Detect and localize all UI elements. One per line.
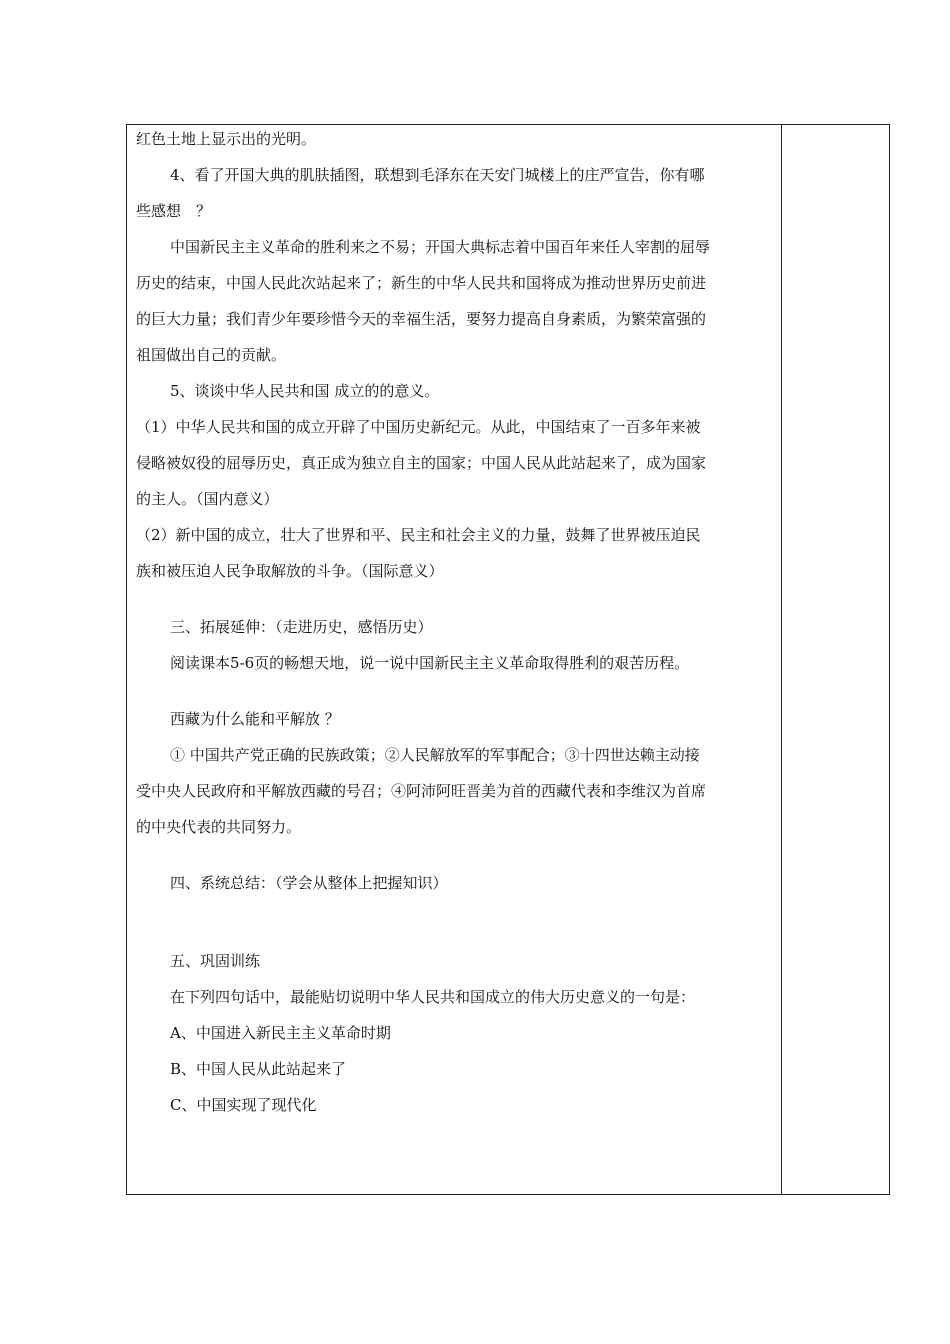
section-heading-extension: 三、拓展延伸：（走进历史，感悟历史） (170, 618, 433, 636)
text-line: 祖国做出自己的贡献。 (136, 346, 287, 364)
text-line: 阅读课本5-6页的畅想天地，说一说中国新民主主义革命取得胜利的艰苦历程。 (170, 654, 690, 672)
answer-4: 中国新民主主义革命的胜利来之不易；开国大典标志着中国百年来任人宰割的屈辱 (170, 238, 711, 256)
option-a: A、中国进入新民主主义革命时期 (170, 1024, 391, 1042)
text-line: 的巨大力量；我们青少年要珍惜今天的幸福生活，要努力提高自身素质，为繁荣富强的 (136, 310, 707, 328)
text-line: 些感想 ？ (136, 202, 212, 220)
text-line: 受中央人民政府和平解放西藏的号召；④阿沛阿旺晋美为首的西藏代表和李维汉为首席 (136, 782, 707, 800)
text-line: 的中央代表的共同努力。 (136, 818, 302, 836)
tibet-question: 西藏为什么能和平解放 ？ (170, 710, 340, 728)
option-c: C、中国实现了现代化 (170, 1096, 317, 1114)
answer-5-part-1: （1）中华人民共和国的成立开辟了中国历史新纪元。从此，中国结束了一百多年来被 (136, 418, 701, 436)
content-cell (136, 121, 774, 1123)
text-line: 历史的结束，中国人民此次站起来了；新生的中华人民共和国将成为推动世界历史前进 (136, 274, 707, 292)
practice-question: 在下列四句话中，最能贴切说明中华人民共和国成立的伟大历史意义的一句是： (170, 988, 696, 1006)
text-line: 的主人。（国内意义） (136, 490, 279, 508)
tibet-answer: ① 中国共产党正确的民族政策；②人民解放军的军事配合；③十四世达赖主动接 (170, 746, 700, 764)
text-line: 红色土地上显示出的光明。 (136, 130, 317, 148)
column-divider (781, 124, 782, 1195)
section-heading-practice: 五、巩固训练 (170, 952, 261, 970)
section-heading-summary: 四、系统总结：（学会从整体上把握知识） (170, 874, 448, 892)
answer-5-part-2: （2）新中国的成立，壮大了世界和平、民主和社会主义的力量，鼓舞了世界被压迫民 (136, 526, 701, 544)
question-4: 4、看了开国大典的肌肤插图，联想到毛泽东在天安门城楼上的庄严宣告，你有哪 (170, 166, 705, 184)
text-line: 族和被压迫人民争取解放的斗争。（国际意义） (136, 562, 444, 580)
text-line: 侵略被奴役的屈辱历史，真正成为独立自主的国家；中国人民从此站起来了，成为国家 (136, 454, 707, 472)
option-b: B、中国人民从此站起来了 (170, 1060, 347, 1078)
question-5: 5、谈谈中华人民共和国 成立的的意义。 (170, 382, 440, 400)
